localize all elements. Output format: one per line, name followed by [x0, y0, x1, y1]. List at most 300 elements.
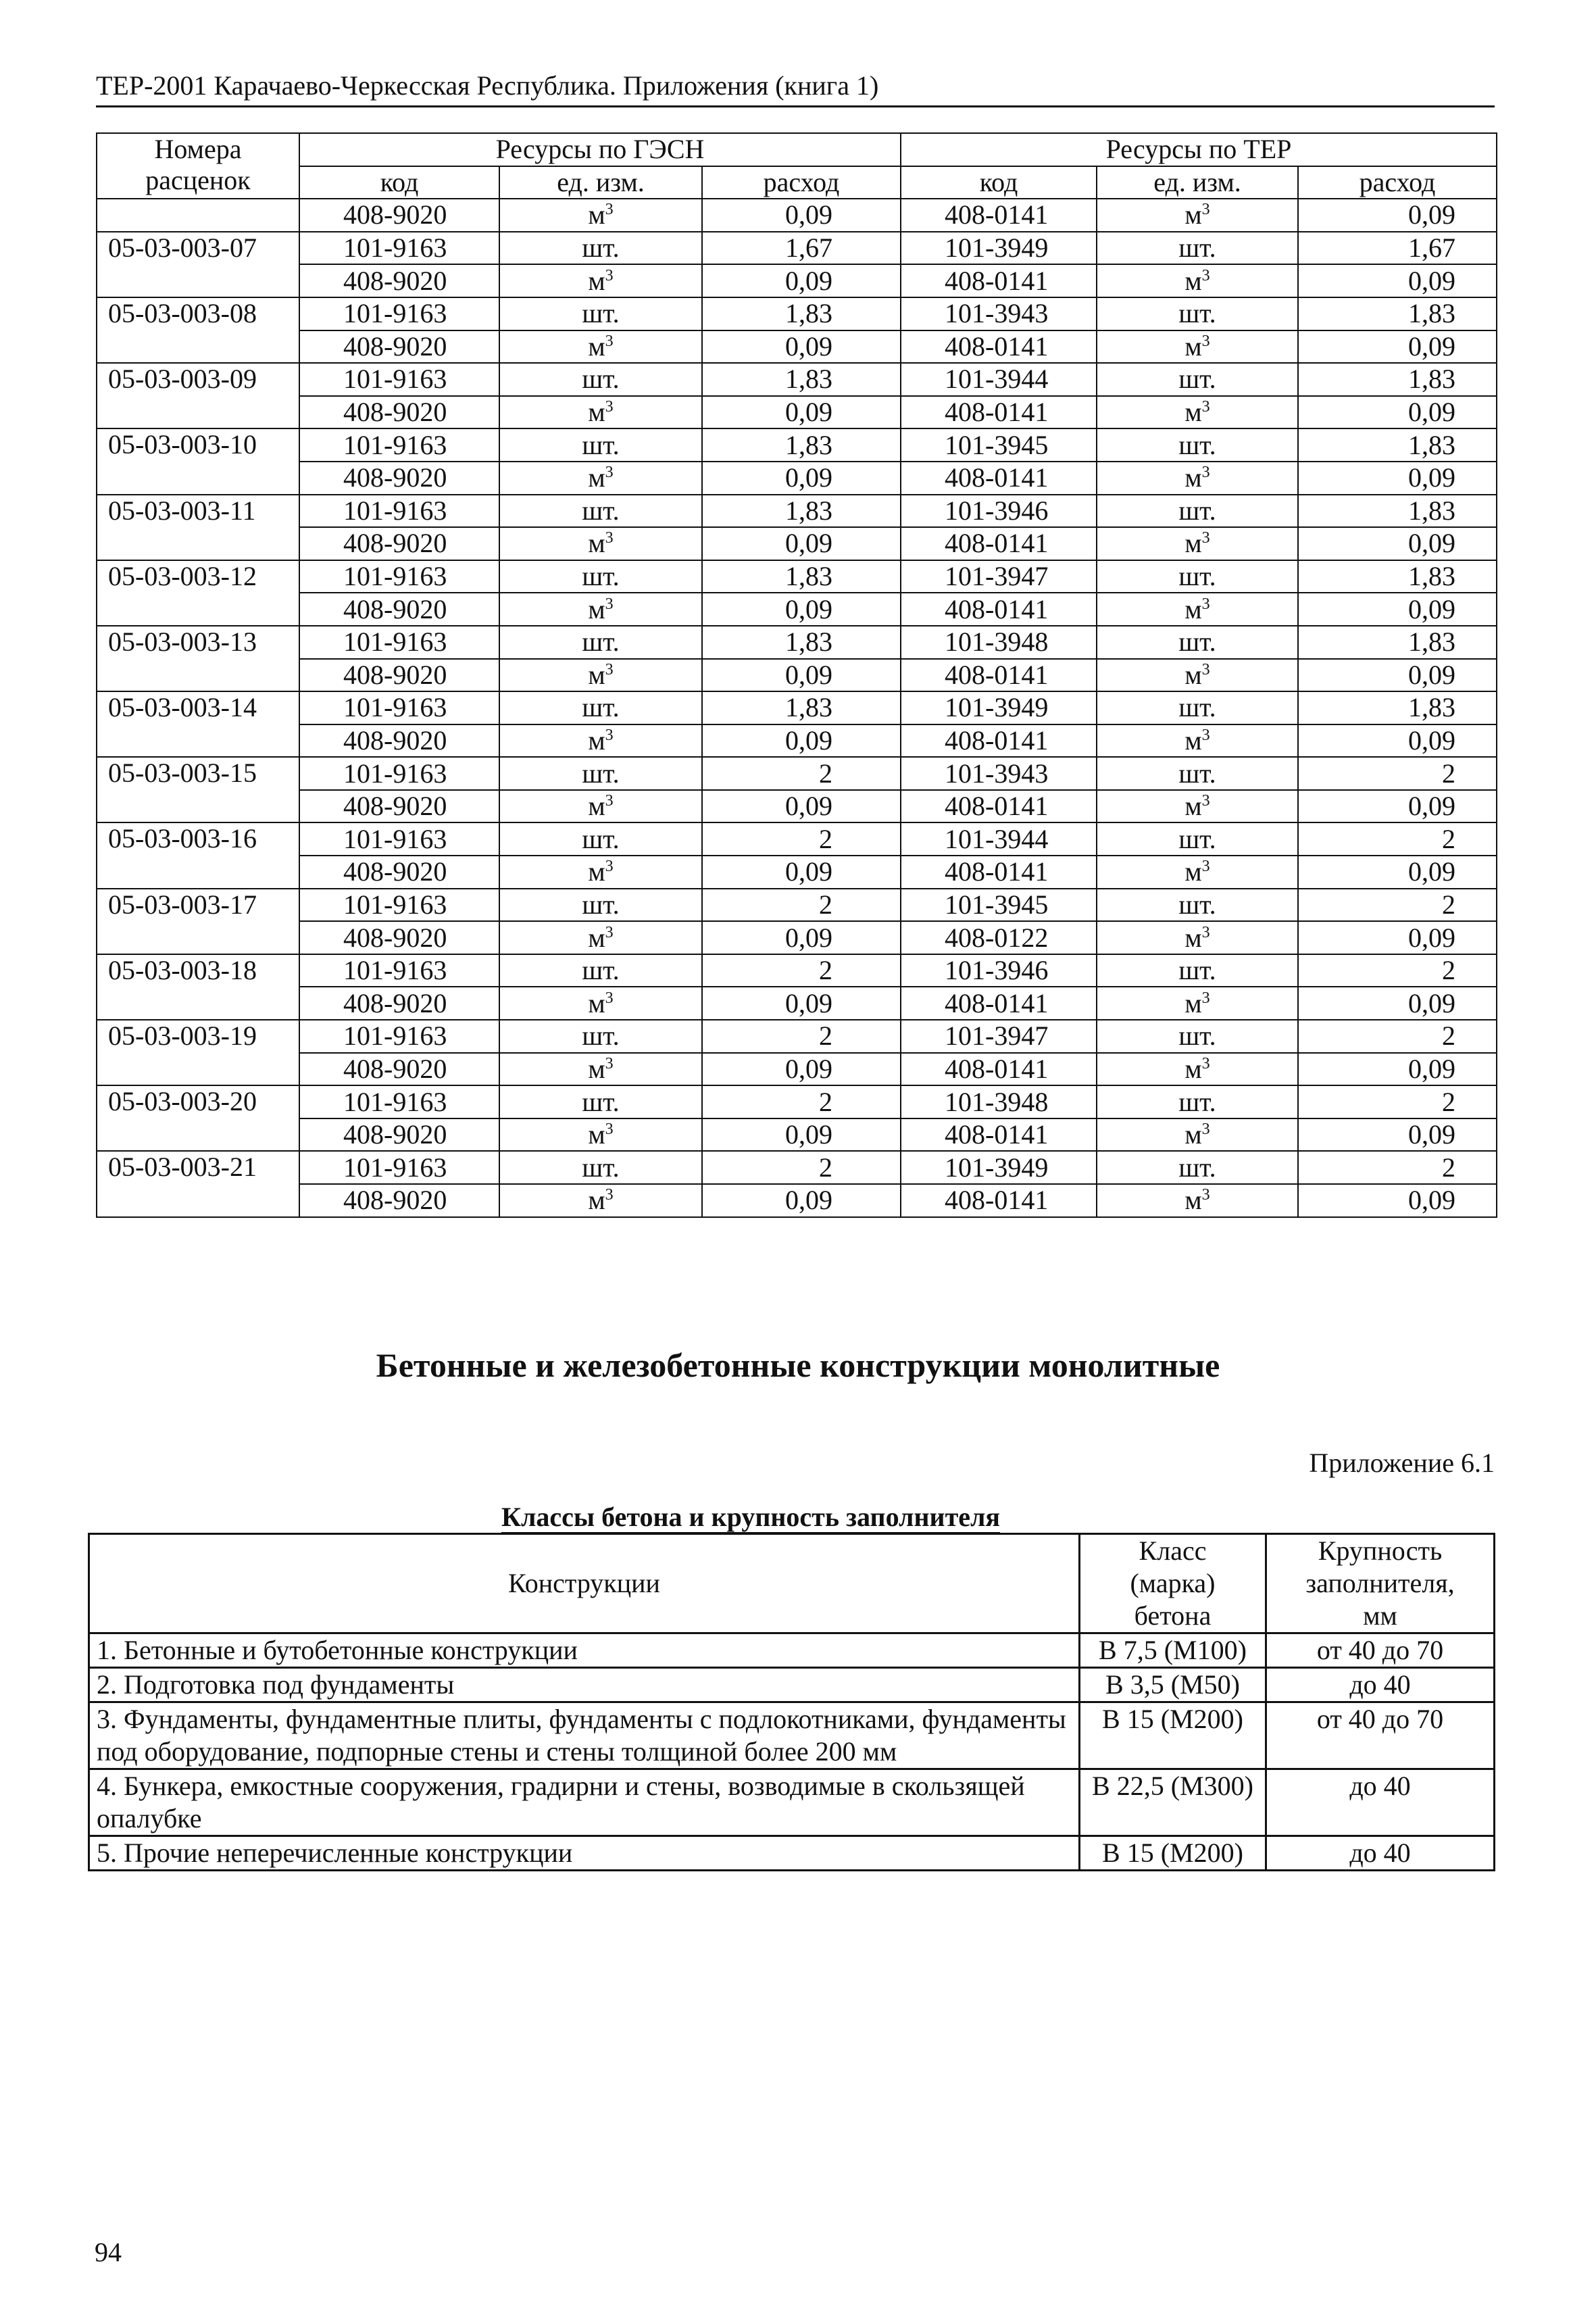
ter-code-cell: 101-3943: [901, 757, 1097, 790]
unit-text: м: [1184, 265, 1202, 296]
table-row: [89, 1633, 1495, 1668]
gesn-unit-cell: шт.: [499, 691, 702, 724]
gesn-code-cell: 408-9020: [299, 790, 499, 823]
ter-qty-cell: 0,09: [1298, 856, 1497, 889]
page-number: 94: [95, 2237, 122, 2267]
ter-unit-cell: шт.: [1097, 495, 1298, 528]
gesn-unit-cell: [499, 593, 702, 626]
aggregate-cell: до 40: [1266, 1668, 1495, 1702]
ter-qty-cell: 0,09: [1298, 724, 1497, 758]
running-header: ТЕР-2001 Карачаево-Черкесская Республика. Приложения (книга 1): [96, 69, 1495, 107]
gesn-qty-cell: 1,67: [702, 232, 901, 265]
ter-qty-cell: 0,09: [1298, 593, 1497, 626]
ter-code-cell: 101-3946: [901, 954, 1097, 987]
concrete-classes-table: [88, 1533, 1495, 1871]
gesn-unit-cell: шт.: [499, 889, 702, 922]
appendix-label: Приложение 6.1: [1309, 1448, 1495, 1478]
gesn-unit-cell: [499, 330, 702, 364]
gesn-code-cell: 408-9020: [299, 1118, 499, 1152]
ter-code-cell: 408-0141: [901, 724, 1097, 758]
header-row-1: [97, 133, 1497, 166]
gesn-code-cell: 408-9020: [299, 462, 499, 495]
gesn-code-cell: 101-9163: [299, 822, 499, 856]
ter-code-cell: 101-3944: [901, 363, 1097, 396]
ter-unit-cell: [1097, 1184, 1298, 1217]
table-row: [97, 724, 1497, 758]
gesn-unit-cell: [499, 790, 702, 823]
table-row: [97, 560, 1497, 593]
table-row: [97, 659, 1497, 692]
unit-superscript: 3: [1201, 858, 1210, 876]
gesn-code-cell: 408-9020: [299, 856, 499, 889]
ter-qty-cell: 0,09: [1298, 396, 1497, 429]
gesn-unit-cell: [499, 396, 702, 429]
unit-superscript: 3: [605, 332, 614, 350]
unit-superscript: 3: [1201, 332, 1210, 350]
unit-text: м: [588, 1053, 605, 1084]
unit-text: м: [588, 922, 605, 953]
table-row: [97, 593, 1497, 626]
ter-qty-cell: 0,09: [1298, 1053, 1497, 1086]
class-cell: В 15 (М200): [1080, 1836, 1266, 1871]
ter-unit-cell: шт.: [1097, 626, 1298, 659]
ter-qty-cell: 0,09: [1298, 527, 1497, 560]
gesn-code-cell: 408-9020: [299, 396, 499, 429]
unit-text: м: [588, 265, 605, 296]
ter-unit-cell: [1097, 199, 1298, 232]
rate-number-cell: 05-03-003-15: [97, 757, 299, 822]
ter-qty-cell: 0,09: [1298, 987, 1497, 1020]
ter-qty-cell: 2: [1298, 1085, 1497, 1118]
rate-number-cell: 05-03-003-17: [97, 889, 299, 954]
unit-text: м: [1184, 397, 1202, 428]
gesn-unit-cell: шт.: [499, 1085, 702, 1118]
unit-superscript: 3: [605, 923, 614, 941]
gesn-code-cell: 101-9163: [299, 495, 499, 528]
rate-numbers-header-text: Номера расценок: [145, 134, 251, 195]
gesn-unit-cell: шт.: [499, 757, 702, 790]
ter-code-cell: 408-0141: [901, 659, 1097, 692]
unit-superscript: 3: [1201, 398, 1210, 416]
gesn-code-cell: 408-9020: [299, 1053, 499, 1086]
gesn-qty-cell: 0,09: [702, 199, 901, 232]
gesn-qty-cell: 0,09: [702, 659, 901, 692]
ter-code-cell: 408-0141: [901, 264, 1097, 297]
ter-unit-cell: [1097, 396, 1298, 429]
ter-code-cell: 408-0141: [901, 790, 1097, 823]
ter-qty-cell: 1,83: [1298, 363, 1497, 396]
gesn-code-header: код: [299, 166, 499, 199]
gesn-qty-cell: 1,83: [702, 626, 901, 659]
unit-text: м: [1184, 791, 1202, 822]
gesn-code-cell: 101-9163: [299, 889, 499, 922]
gesn-code-cell: 408-9020: [299, 921, 499, 954]
rate-number-cell: 05-03-003-19: [97, 1020, 299, 1085]
gesn-qty-cell: 1,83: [702, 428, 901, 462]
table-row: [89, 1769, 1495, 1836]
ter-qty-header: расход: [1298, 166, 1497, 199]
table-row: [97, 330, 1497, 364]
unit-superscript: 3: [605, 989, 614, 1007]
unit-text: м: [588, 1185, 605, 1216]
table-row: [97, 626, 1497, 659]
gesn-qty-cell: 0,09: [702, 1184, 901, 1217]
unit-text: м: [1184, 724, 1202, 756]
rate-number-cell: 05-03-003-08: [97, 297, 299, 363]
gesn-qty-cell: 0,09: [702, 790, 901, 823]
gesn-qty-cell: 0,09: [702, 527, 901, 560]
ter-code-cell: 408-0141: [901, 1184, 1097, 1217]
gesn-code-cell: 101-9163: [299, 428, 499, 462]
gesn-qty-cell: 1,83: [702, 691, 901, 724]
ter-group-header: Ресурсы по ТЕР: [901, 133, 1497, 166]
header-row-2: [97, 166, 1497, 199]
ter-code-cell: 101-3945: [901, 428, 1097, 462]
ter-unit-cell: [1097, 1053, 1298, 1086]
unit-superscript: 3: [605, 726, 614, 744]
table-row: [97, 987, 1497, 1020]
table-row: [97, 396, 1497, 429]
ter-qty-cell: 0,09: [1298, 264, 1497, 297]
gesn-qty-cell: 0,09: [702, 987, 901, 1020]
ter-qty-cell: 0,09: [1298, 1184, 1497, 1217]
unit-superscript: 3: [605, 398, 614, 416]
unit-text: м: [588, 659, 605, 690]
table-row: [97, 1053, 1497, 1086]
ter-unit-cell: [1097, 659, 1298, 692]
ter-code-cell: 408-0141: [901, 396, 1097, 429]
unit-superscript: 3: [605, 464, 614, 482]
gesn-unit-cell: шт.: [499, 954, 702, 987]
ter-qty-cell: 1,83: [1298, 428, 1497, 462]
gesn-code-cell: 408-9020: [299, 527, 499, 560]
construction-cell: 4. Бункера, емкостные сооружения, градирни и стены, возводимые в скользящей опалубке: [89, 1769, 1080, 1836]
gesn-code-cell: 101-9163: [299, 954, 499, 987]
ter-qty-cell: 1,83: [1298, 560, 1497, 593]
unit-text: м: [1184, 856, 1202, 887]
unit-superscript: 3: [1201, 923, 1210, 941]
ter-code-cell: 101-3949: [901, 691, 1097, 724]
rate-number-cell: 05-03-003-16: [97, 822, 299, 888]
gesn-unit-cell: [499, 527, 702, 560]
ter-qty-cell: 1,67: [1298, 232, 1497, 265]
ter-code-cell: 101-3943: [901, 297, 1097, 330]
ter-qty-cell: 1,83: [1298, 297, 1497, 330]
gesn-code-cell: 101-9163: [299, 1151, 499, 1184]
ter-unit-cell: [1097, 987, 1298, 1020]
ter-unit-cell: шт.: [1097, 889, 1298, 922]
table-row: [97, 822, 1497, 856]
table-row: [97, 363, 1497, 396]
ter-unit-cell: шт.: [1097, 1085, 1298, 1118]
ter-code-cell: 408-0141: [901, 1118, 1097, 1152]
ter-qty-cell: 0,09: [1298, 462, 1497, 495]
table-row: [97, 889, 1497, 922]
aggregate-header: Крупность заполнителя, мм: [1266, 1534, 1495, 1633]
ter-code-cell: 101-3947: [901, 1020, 1097, 1053]
ter-qty-cell: 1,83: [1298, 495, 1497, 528]
gesn-qty-cell: 0,09: [702, 921, 901, 954]
class-header: Класс (марка) бетона: [1080, 1534, 1266, 1633]
gesn-code-cell: 101-9163: [299, 363, 499, 396]
ter-code-cell: 101-3944: [901, 822, 1097, 856]
table-row: [97, 1085, 1497, 1118]
gesn-qty-cell: 1,83: [702, 297, 901, 330]
unit-superscript: 3: [1201, 529, 1210, 547]
gesn-qty-header: расход: [702, 166, 901, 199]
aggregate-cell: от 40 до 70: [1266, 1633, 1495, 1668]
ter-unit-cell: [1097, 264, 1298, 297]
gesn-qty-cell: 0,09: [702, 1053, 901, 1086]
table-row: [97, 527, 1497, 560]
aggregate-cell: до 40: [1266, 1769, 1495, 1836]
unit-text: м: [588, 987, 605, 1018]
unit-text: м: [1184, 987, 1202, 1018]
table-row: [97, 856, 1497, 889]
gesn-qty-cell: 0,09: [702, 396, 901, 429]
gesn-code-cell: 101-9163: [299, 1020, 499, 1053]
gesn-code-cell: 408-9020: [299, 593, 499, 626]
table-row: [97, 232, 1497, 265]
table-caption: [0, 1500, 1549, 1534]
rate-number-cell: 05-03-003-14: [97, 691, 299, 757]
aggregate-cell: от 40 до 70: [1266, 1702, 1495, 1769]
ter-code-cell: 101-3948: [901, 626, 1097, 659]
ter-unit-cell: [1097, 462, 1298, 495]
unit-superscript: 3: [605, 1186, 614, 1204]
gesn-unit-cell: [499, 724, 702, 758]
ter-unit-cell: шт.: [1097, 297, 1298, 330]
gesn-code-cell: 408-9020: [299, 987, 499, 1020]
table-row: [97, 462, 1497, 495]
unit-superscript: 3: [605, 266, 614, 285]
rate-number-cell: 05-03-003-13: [97, 626, 299, 691]
table-row: [97, 1184, 1497, 1217]
unit-superscript: 3: [1201, 595, 1210, 613]
gesn-unit-cell: [499, 1118, 702, 1152]
gesn-code-cell: 101-9163: [299, 232, 499, 265]
table-row: [89, 1702, 1495, 1769]
gesn-code-cell: 408-9020: [299, 659, 499, 692]
unit-superscript: 3: [605, 792, 614, 810]
unit-superscript: 3: [1201, 726, 1210, 744]
ter-code-header: код: [901, 166, 1097, 199]
gesn-unit-cell: шт.: [499, 232, 702, 265]
unit-superscript: 3: [605, 201, 614, 219]
table-caption-text: Классы бетона и крупность заполнителя: [501, 1502, 1000, 1534]
ter-qty-cell: 2: [1298, 954, 1497, 987]
unit-text: м: [588, 791, 605, 822]
gesn-qty-cell: 0,09: [702, 724, 901, 758]
gesn-qty-cell: 2: [702, 889, 901, 922]
ter-qty-cell: 1,83: [1298, 691, 1497, 724]
ter-qty-cell: 0,09: [1298, 790, 1497, 823]
unit-superscript: 3: [1201, 660, 1210, 679]
ter-unit-cell: [1097, 593, 1298, 626]
ter-qty-cell: 0,09: [1298, 659, 1497, 692]
gesn-qty-cell: 0,09: [702, 462, 901, 495]
ter-code-cell: 408-0141: [901, 593, 1097, 626]
gesn-code-cell: 408-9020: [299, 1184, 499, 1217]
rate-number-cell: 05-03-003-18: [97, 954, 299, 1020]
ter-qty-cell: 1,83: [1298, 626, 1497, 659]
gesn-qty-cell: 2: [702, 822, 901, 856]
constructions-header: Конструкции: [89, 1534, 1080, 1633]
unit-superscript: 3: [1201, 989, 1210, 1007]
gesn-qty-cell: 0,09: [702, 856, 901, 889]
ter-code-cell: 101-3946: [901, 495, 1097, 528]
table-row: [97, 1118, 1497, 1152]
unit-superscript: 3: [605, 1054, 614, 1073]
ter-code-cell: 408-0141: [901, 527, 1097, 560]
ter-unit-cell: шт.: [1097, 822, 1298, 856]
unit-text: м: [588, 856, 605, 887]
unit-text: м: [1184, 1053, 1202, 1084]
resources-table: [96, 132, 1497, 1218]
table-row: [97, 921, 1497, 954]
table-row: [97, 691, 1497, 724]
gesn-code-cell: 101-9163: [299, 757, 499, 790]
gesn-unit-header: ед. изм.: [499, 166, 702, 199]
unit-superscript: 3: [1201, 266, 1210, 285]
class-cell: В 15 (М200): [1080, 1702, 1266, 1769]
ter-code-cell: 408-0141: [901, 199, 1097, 232]
ter-qty-cell: 0,09: [1298, 199, 1497, 232]
unit-text: м: [588, 1119, 605, 1150]
rate-number-cell: 05-03-003-10: [97, 428, 299, 494]
unit-text: м: [1184, 528, 1202, 559]
construction-cell: 3. Фундаменты, фундаментные плиты, фундаменты с подлокотниками, фундаменты под оборудование, подпорные стены и стены толщиной более 200 мм: [89, 1702, 1080, 1769]
gesn-qty-cell: 2: [702, 954, 901, 987]
construction-cell: 5. Прочие неперечисленные конструкции: [89, 1836, 1080, 1871]
gesn-unit-cell: шт.: [499, 822, 702, 856]
ter-unit-cell: шт.: [1097, 560, 1298, 593]
ter-code-cell: 408-0122: [901, 921, 1097, 954]
gesn-unit-cell: [499, 856, 702, 889]
ter-code-cell: 101-3947: [901, 560, 1097, 593]
unit-text: м: [1184, 1185, 1202, 1216]
gesn-unit-cell: [499, 1053, 702, 1086]
unit-text: м: [1184, 199, 1202, 230]
ter-unit-cell: [1097, 790, 1298, 823]
gesn-code-cell: 101-9163: [299, 297, 499, 330]
gesn-qty-cell: 0,09: [702, 593, 901, 626]
ter-code-cell: 408-0141: [901, 330, 1097, 364]
ter-code-cell: 408-0141: [901, 462, 1097, 495]
ter-code-cell: 408-0141: [901, 1053, 1097, 1086]
table-row: [97, 790, 1497, 823]
gesn-qty-cell: 1,83: [702, 363, 901, 396]
gesn-unit-cell: [499, 659, 702, 692]
gesn-qty-cell: 0,09: [702, 264, 901, 297]
gesn-code-cell: 408-9020: [299, 199, 499, 232]
table-row: [97, 1020, 1497, 1053]
unit-text: м: [1184, 922, 1202, 953]
rate-number-cell: 05-03-003-07: [97, 232, 299, 297]
gesn-unit-cell: шт.: [499, 363, 702, 396]
construction-cell: 2. Подготовка под фундаменты: [89, 1668, 1080, 1702]
rate-number-cell: 05-03-003-11: [97, 495, 299, 560]
ter-unit-cell: шт.: [1097, 954, 1298, 987]
rate-number-cell: 05-03-003-12: [97, 560, 299, 626]
ter-qty-cell: 0,09: [1298, 1118, 1497, 1152]
gesn-qty-cell: 0,09: [702, 1118, 901, 1152]
gesn-code-cell: 101-9163: [299, 560, 499, 593]
table-row: [97, 495, 1497, 528]
unit-superscript: 3: [1201, 792, 1210, 810]
rate-numbers-header: [97, 133, 299, 199]
table-row: [97, 297, 1497, 330]
ter-unit-cell: [1097, 330, 1298, 364]
gesn-unit-cell: [499, 264, 702, 297]
unit-superscript: 3: [605, 660, 614, 679]
ter-unit-cell: шт.: [1097, 757, 1298, 790]
ter-qty-cell: 2: [1298, 822, 1497, 856]
table-row: [89, 1668, 1495, 1702]
ter-code-cell: 408-0141: [901, 856, 1097, 889]
ter-unit-header: ед. изм.: [1097, 166, 1298, 199]
unit-text: м: [588, 593, 605, 624]
ter-unit-cell: шт.: [1097, 428, 1298, 462]
unit-superscript: 3: [1201, 464, 1210, 482]
gesn-unit-cell: шт.: [499, 495, 702, 528]
unit-superscript: 3: [605, 1121, 614, 1139]
unit-superscript: 3: [1201, 201, 1210, 219]
gesn-code-cell: 101-9163: [299, 1085, 499, 1118]
unit-text: м: [1184, 330, 1202, 362]
gesn-code-cell: 408-9020: [299, 330, 499, 364]
ter-unit-cell: шт.: [1097, 1151, 1298, 1184]
gesn-code-cell: 101-9163: [299, 691, 499, 724]
ter-qty-cell: 2: [1298, 1151, 1497, 1184]
construction-cell: 1. Бетонные и бутобетонные конструкции: [89, 1633, 1080, 1668]
unit-text: м: [1184, 462, 1202, 493]
gesn-code-cell: 408-9020: [299, 724, 499, 758]
gesn-unit-cell: [499, 1184, 702, 1217]
unit-superscript: 3: [605, 529, 614, 547]
gesn-qty-cell: 2: [702, 1085, 901, 1118]
gesn-unit-cell: шт.: [499, 626, 702, 659]
ter-unit-cell: [1097, 724, 1298, 758]
unit-text: м: [1184, 1119, 1202, 1150]
table-row: [97, 954, 1497, 987]
gesn-code-cell: 408-9020: [299, 264, 499, 297]
gesn-unit-cell: [499, 987, 702, 1020]
ter-unit-cell: [1097, 1118, 1298, 1152]
unit-superscript: 3: [605, 595, 614, 613]
gesn-unit-cell: шт.: [499, 560, 702, 593]
class-cell: В 3,5 (М50): [1080, 1668, 1266, 1702]
unit-text: м: [588, 528, 605, 559]
table-row: [97, 1151, 1497, 1184]
ter-unit-cell: [1097, 856, 1298, 889]
ter-code-cell: 101-3949: [901, 232, 1097, 265]
class-cell: В 22,5 (М300): [1080, 1769, 1266, 1836]
rate-number-cell: 05-03-003-21: [97, 1151, 299, 1216]
gesn-unit-cell: шт.: [499, 1151, 702, 1184]
unit-superscript: 3: [1201, 1054, 1210, 1073]
unit-text: м: [588, 330, 605, 362]
ter-code-cell: 101-3945: [901, 889, 1097, 922]
ter-unit-cell: [1097, 527, 1298, 560]
rate-number-cell: 05-03-003-20: [97, 1085, 299, 1151]
rate-number-cell: 05-03-003-09: [97, 363, 299, 428]
ter-unit-cell: шт.: [1097, 1020, 1298, 1053]
rate-number-cell: [97, 199, 299, 232]
table-row: [89, 1836, 1495, 1871]
ter-qty-cell: 0,09: [1298, 921, 1497, 954]
unit-superscript: 3: [605, 858, 614, 876]
